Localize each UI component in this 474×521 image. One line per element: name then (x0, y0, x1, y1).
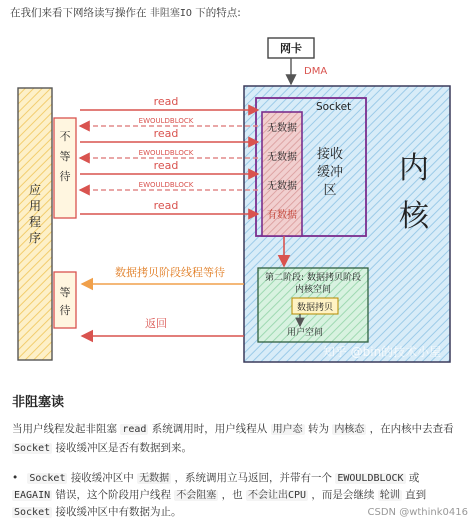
section-title: 非阻塞读 (12, 395, 65, 410)
copy-phase-label: 数据拷贝阶段线程等待 (115, 266, 225, 279)
kernel-space-label: 内核空间 (294, 285, 332, 295)
bullet-text-4: 错误，这个阶段用户线程 (55, 489, 171, 501)
app-label-4: 序 (28, 231, 42, 245)
bullet-code-5: 不会阻塞 (176, 490, 217, 501)
bullet-code-8: Socket (14, 507, 51, 518)
intro-suffix: 下的特点: (195, 7, 241, 19)
para-text-4: ，在内核中去查看 (369, 423, 454, 435)
para-text-1: 当用户线程发起非阻塞 (12, 423, 117, 435)
bullet-dot: • (12, 472, 19, 484)
bullet-code-6: 不会让出CPU (248, 490, 307, 501)
app-label-2: 用 (28, 199, 42, 213)
read-label: read (153, 159, 179, 172)
phase-two-title: 第二阶段: 数据拷贝阶段 (265, 273, 361, 283)
no-wait-label-3: 待 (59, 170, 71, 183)
intro-prefix: 在我们来看下网络读写操作在 (10, 7, 147, 19)
bullet-text-1: 接收缓冲区中 (70, 472, 134, 484)
socket-label: Socket (316, 101, 352, 113)
network-card-box (268, 38, 314, 58)
app-label-1: 应 (28, 183, 42, 197)
intro-line (10, 4, 241, 20)
bullet-text-8: 接收缓冲区中有数据为止。 (55, 506, 182, 518)
bullet-code-1: Socket (29, 473, 66, 484)
user-space-label: 用户空间 (286, 328, 324, 338)
recv-buffer-label-2: 缓冲 (316, 165, 344, 180)
copy-data-label: 数据拷贝 (296, 303, 334, 313)
kernel-label-2: 核 (399, 199, 429, 234)
para-text-2: 系统调用时，用户线程从 (151, 423, 268, 435)
buffer-cell-label: 无数据 (267, 123, 297, 134)
read-label: read (153, 127, 179, 140)
no-wait-label-1: 不 (59, 130, 71, 143)
nonblocking-read-paragraph (12, 420, 462, 458)
bullet-text-5: ，也 (221, 489, 243, 501)
buffer-cell-label: 无数据 (267, 152, 297, 163)
intro-mode: 非阻塞IO (149, 8, 192, 19)
bullet-code-3: EWOULDBLOCK (337, 473, 404, 484)
read-arrows (80, 95, 258, 214)
footer-credit: CSDN @wthink0416 (367, 507, 468, 518)
bullet-code-7: 轮训 (379, 490, 400, 501)
return-label: 返回 (145, 317, 167, 330)
dma-label: DMA (304, 66, 328, 77)
network-card-label: 网卡 (280, 42, 302, 55)
ewouldblock-label: EWOULDBLOCK (138, 117, 194, 125)
buffer-cell-label: 有数据 (267, 210, 297, 221)
read-label: read (153, 199, 179, 212)
bullet-text-3: 或 (408, 472, 420, 484)
bullet-text-2: ，系统调用立马返回，并带有一个 (174, 472, 332, 484)
ewouldblock-label: EWOULDBLOCK (138, 181, 194, 189)
buffer-cell-label: 无数据 (267, 181, 297, 192)
para-code-1: read (122, 424, 147, 435)
read-label: read (153, 95, 179, 108)
nonblocking-io-diagram (0, 28, 474, 373)
kernel-label-1: 内 (399, 151, 429, 186)
ewouldblock-label: EWOULDBLOCK (138, 149, 194, 157)
no-wait-label-2: 等 (59, 150, 71, 163)
app-label-3: 程 (28, 215, 42, 229)
para-code-3: 内核态 (334, 424, 365, 435)
bullet-text-7: 直到 (405, 489, 427, 501)
recv-buffer-label-3: 区 (323, 183, 337, 198)
para-text-5: 接收缓冲区是否有数据到来。 (55, 442, 192, 454)
wait-label-1: 等 (59, 286, 71, 299)
para-text-3: 转为 (307, 423, 329, 435)
watermark: 知乎 @bin的技术小屋 (322, 345, 442, 359)
para-code-2: 用户态 (272, 424, 303, 435)
para-code-4: Socket (14, 443, 51, 454)
wait-label-2: 待 (59, 304, 71, 317)
bullet-code-4: EAGAIN (14, 490, 51, 501)
bullet-code-2: 无数据 (139, 473, 170, 484)
recv-buffer-label-1: 接收 (316, 147, 344, 162)
wait-box (54, 272, 76, 328)
bullet-text-6: ，而是会继续 (311, 489, 375, 501)
